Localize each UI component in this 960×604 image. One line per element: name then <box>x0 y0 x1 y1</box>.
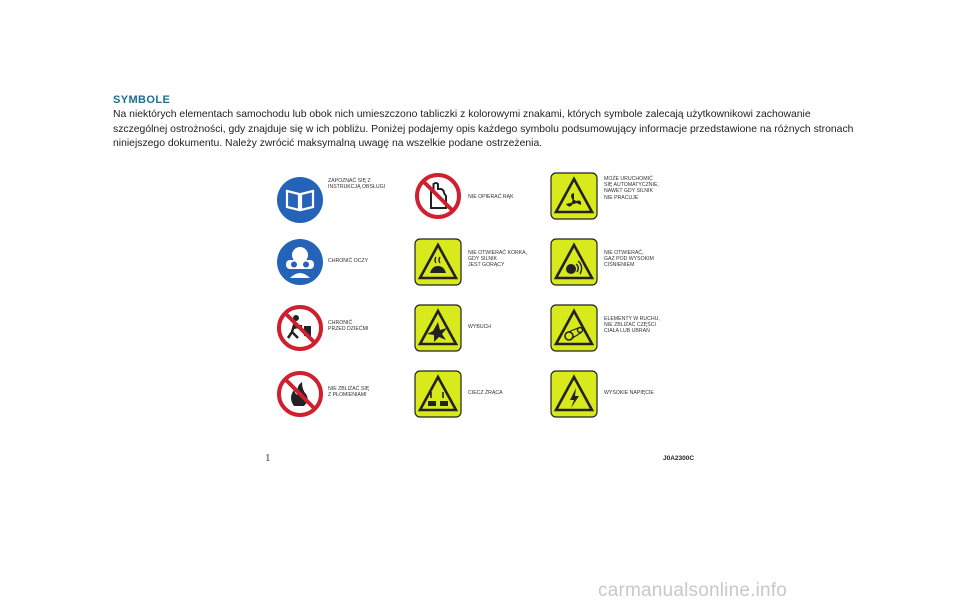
no-hands-caption: NIE OPIERAĆ RĄK <box>468 194 514 200</box>
corrosive-caption: CIECZ ŻRĄCA <box>468 390 503 396</box>
explosion-icon <box>414 304 462 352</box>
corrosive-icon <box>414 370 462 418</box>
page-number: 1 <box>265 452 271 464</box>
moving-parts-caption: ELEMENTY W RUCHU, NIE ZBLIŻAĆ CZĘŚCI CIAŁA LUB UBRAŃ <box>604 316 660 335</box>
moving-parts-icon <box>550 304 598 352</box>
intro-paragraph: Na niektórych elementach samochodu lub obok nich umieszczono tabliczki z kolorowymi znakami, których symbole zalecają użytkownikowi zachowanie szczególnej ostrożności, gdy znajduje się w ich pobliżu. Poniżej podajemy opis każdego symbolu podsumowujący informacje przedstawione na różnych stronach niniejszego dokumentu. Należy zwrócić maksymalną uwagę na wszelkie podane ostrzeżenia. <box>113 109 854 150</box>
symbols-figure <box>262 168 702 428</box>
explosion-caption: WYBUCH <box>468 324 492 330</box>
protect-children-icon <box>276 304 324 352</box>
read-manual-icon <box>276 176 324 224</box>
no-flames-icon <box>276 370 324 418</box>
pressure-icon <box>550 238 598 286</box>
figure-code: J0A2300C <box>663 455 695 462</box>
read-manual-caption: ZAPOZNAĆ SIĘ Z INSTRUKCJĄ OBSŁUGI <box>328 178 386 191</box>
watermark: carmanualsonline.info <box>598 580 788 601</box>
eye-protection-caption: CHRONIĆ OCZY <box>328 258 369 264</box>
section-heading: SYMBOLE <box>113 94 171 106</box>
hot-cap-caption: NIE OTWIERAĆ KORKA, GDY SILNIK JEST GORĄCY <box>468 250 528 269</box>
pressure-caption: NIE OTWIERAĆ, GAZ POD WYSOKIM CIŚNIENIEM <box>604 250 654 269</box>
no-hands-icon <box>414 172 462 220</box>
high-voltage-icon <box>550 370 598 418</box>
no-flames-caption: NIE ZBLIŻAĆ SIĘ Z PŁOMIENIAMI <box>328 386 370 399</box>
fan-start-icon <box>550 172 598 220</box>
high-voltage-caption: WYSOKIE NAPIĘCIE <box>604 390 654 396</box>
hot-cap-icon <box>414 238 462 286</box>
fan-start-caption: MOŻE URUCHOMIĆ SIĘ AUTOMATYCZNIE, NAWET GDY SILNIK NIE PRACUJE <box>604 176 659 201</box>
protect-children-caption: CHRONIĆ PRZED DZIEĆMI <box>328 320 369 333</box>
eye-protection-icon <box>276 238 324 286</box>
